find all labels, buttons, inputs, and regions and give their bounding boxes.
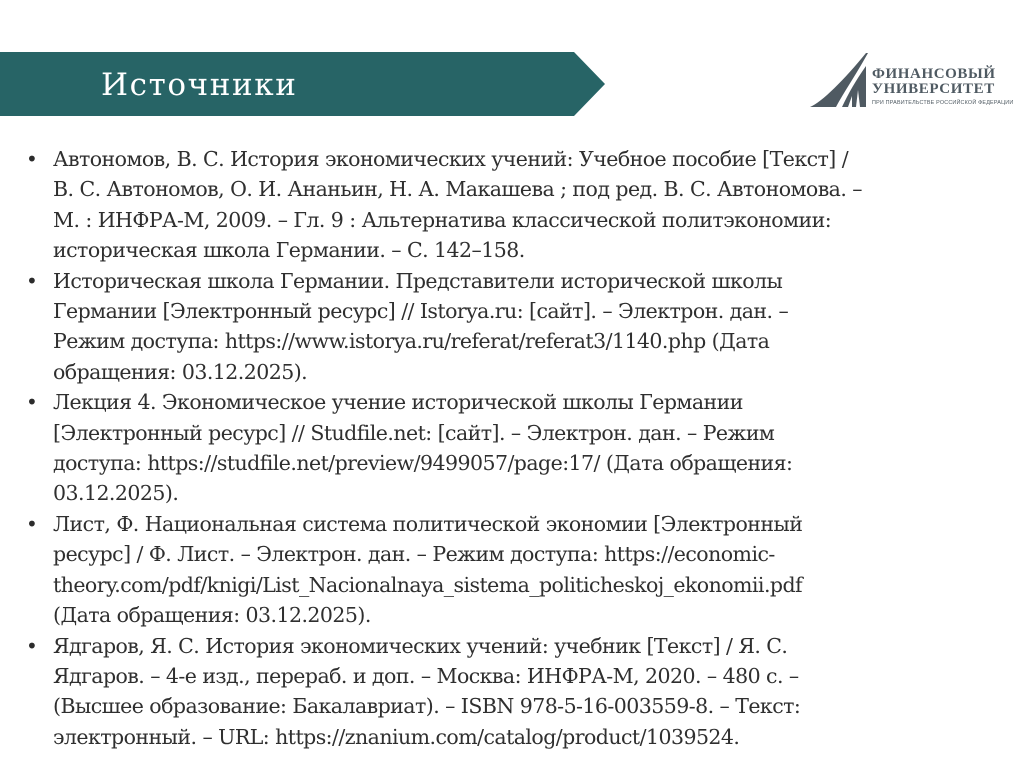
source-text-line: Германии [Электронный ресурс] // Istorya.ru: [сайт]. – Электрон. дан. – xyxy=(53,299,789,324)
source-text-line: ресурс] / Ф. Лист. – Электрон. дан. – Режим доступа: https://economic- xyxy=(53,542,775,567)
title-banner xyxy=(0,52,606,116)
source-item xyxy=(0,387,1024,509)
university-logo xyxy=(808,50,1014,114)
sources-list xyxy=(0,144,1024,752)
source-item xyxy=(0,144,1024,266)
source-text-line: Лист, Ф. Национальная система политической экономии [Электронный xyxy=(53,511,803,536)
source-text-line: Автономов, В. С. История экономических учений: Учебное пособие [Текст] / xyxy=(53,147,849,171)
source-item xyxy=(0,509,1024,631)
source-text-line: [Электронный ресурс] // Studfile.net: [сайт]. – Электрон. дан. – Режим xyxy=(53,420,775,445)
bullet-icon: • xyxy=(26,390,38,415)
source-text-line: В. С. Автономов, О. И. Ананьин, Н. А. Макашева ; под ред. В. С. Автономова. – xyxy=(53,177,862,202)
source-text-line: Лекция 4. Экономическое учение исторической школы Германии xyxy=(53,390,743,415)
source-item xyxy=(0,631,1024,753)
source-text-line: историческая школа Германии. – С. 142–158. xyxy=(53,238,525,263)
source-text-line: Ядгаров. – 4-е изд., перераб. и доп. – Москва: ИНФРА-М, 2020. – 480 с. – xyxy=(53,663,799,688)
source-text-line: доступа: https://studfile.net/preview/9499057/page:17/ (Дата обращения: xyxy=(53,451,793,476)
logo-text-line2: УНИВЕРСИТЕТ xyxy=(872,81,995,97)
source-text-line: (Высшее образование: Бакалавриат). – ISBN 978-5-16-003559-8. – Текст: xyxy=(53,694,801,719)
bullet-icon: • xyxy=(26,147,38,171)
bullet-icon: • xyxy=(26,633,38,658)
title-banner-shape xyxy=(0,52,606,116)
logo-mark-icon xyxy=(808,50,870,112)
source-text-line: theory.com/pdf/knigi/List_Nacionalnaya_sistema_politicheskoj_ekonomii.pdf xyxy=(53,572,803,597)
bullet-icon: • xyxy=(26,268,38,293)
source-text-line: электронный. – URL: https://znanium.com/catalog/product/1039524. xyxy=(53,724,740,749)
source-text-line: М. : ИНФРА-М, 2009. – Гл. 9 : Альтернатива классической политэкономии: xyxy=(53,207,832,232)
source-text-line: Историческая школа Германии. Представители исторической школы xyxy=(53,268,783,293)
source-text-line: 03.12.2025). xyxy=(53,481,179,506)
source-text-line: (Дата обращения: 03.12.2025). xyxy=(53,603,371,628)
page-title: Источники xyxy=(101,67,298,103)
source-item xyxy=(0,266,1024,388)
source-text-line: Режим доступа: https://www.istorya.ru/referat/referat3/1140.php (Дата xyxy=(53,329,770,354)
source-text-line: обращения: 03.12.2025). xyxy=(53,359,308,384)
bullet-icon: • xyxy=(26,511,38,536)
logo-text-line1: ФИНАНСОВЫЙ xyxy=(872,66,996,82)
source-text-line: Ядгаров, Я. С. История экономических учений: учебник [Текст] / Я. С. xyxy=(53,633,788,658)
logo-text-line3: ПРИ ПРАВИТЕЛЬСТВЕ РОССИЙСКОЙ ФЕДЕРАЦИИ xyxy=(872,100,1014,106)
